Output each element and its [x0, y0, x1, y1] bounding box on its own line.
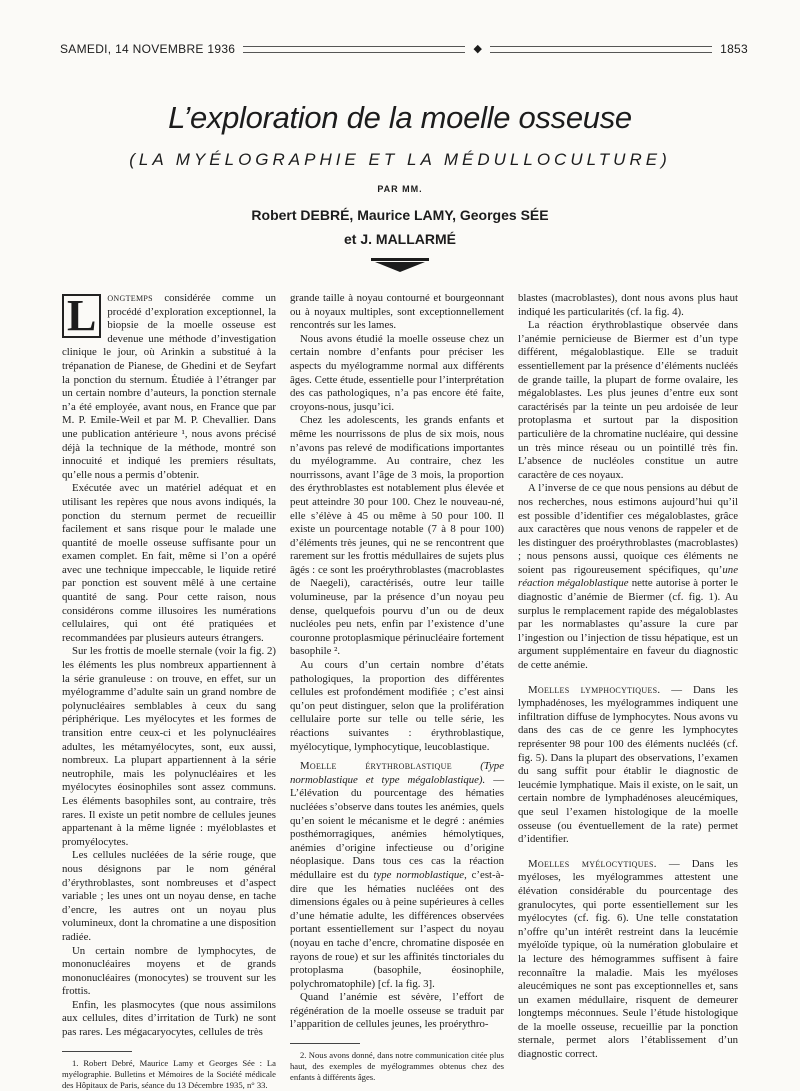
section-head: Moelles myélocytiques. [528, 857, 657, 870]
paragraph-text: considérée comme un procédé d’exploration exceptionnel, la biopsie de la moelle osseuse est devenue une méthode d’investigation clinique le jour, où Arinkin a substitué à la trépanation de Pianese, de Ghedini et de Seyfart la ponction du sternum. Étudiée à l’étranger par un certain nombre d’auteurs, la ponction sternale n’a été employée, avant nous, en France que par M. P. Emile-Weil et par M. P. Chevallier. Dans une publication antérieure ¹, nous avons précisé déjà la technique de la méthode, montré son innocuité et indiqué les premiers résultats, qu’elle nous a permis d’obtenir. [62, 292, 276, 481]
footnote [62, 1058, 276, 1091]
paragraph: La réaction érythroblastique observée dans l’anémie pernicieuse de Biermer est d’un type différent, mégaloblastique. Elle se traduit essentiellement par la présence d’éléments nucléés de grande taille, la plupart de forme ovalaire, les mégaloblastes. Les plus jeunes d’entre eux sont caractérisés par la teinte un peu ardoisée de leur protoplasma et surtout par la disposition particulière de la chromatine nucléaire, qui dessine un très mince réseau ou un pointillé très fin. L’absence de nucléoles constitue un autre caractère de ces noyaux. [518, 319, 738, 481]
diamond-ornament-icon: ◆ [473, 42, 482, 55]
lead-in: ongtemps [107, 292, 153, 304]
paragraph: Les cellules nucléées de la série rouge, que nous désignons par le nom général d’érythroblastes, sont nombreuses et d’aspect variable ; les unes ont un noyau dense, en tache d’encre, les autres ont un noyau plus volumineux, dont la chromatine a une disposition radiée. [62, 849, 276, 943]
paragraph: Enfin, les plasmocytes (que nous assimilons aux cellules, dites d’irritation de Turk) ne sont pas rares. Les mégacaryocytes, cellules de très [62, 998, 276, 1039]
paragraph: Exécutée avec un matériel adéquat et en utilisant les repères que nous avons indiqués, la ponction du sternum permet de recueillir facilement et sans risque pour le malade une quantité de moelle osseuse suffisante pour un examen complet. En fait, même si l’on a opéré avec une technique impeccable, le liquide retiré par ponction est souvent mêlé à une certaine quantité de sang. Pour cette raison, nous considérons comme illusoires les numérations cellulaires, qui ont été pratiquées et recommandées par plusieurs auteurs étrangers. [62, 482, 276, 644]
paragraph [290, 760, 504, 991]
paragraph: Sur les frottis de moelle sternale (voir la fig. 2) les éléments les plus nombreux appartiennent à la série granuleuse : on trouve, en effet, sur un myélogramme d’adulte sain un grand nombre de polynucléaires semblables à ceux du sang périphérique. Les myélocytes et les formes de transition entre ceux-ci et les polynucléaires adultes, les métamyélocytes, sont, eux aussi, nombreux. La plupart appartiennent à la série neutrophile, mais les polynucléaires et les myélocytes éosinophiles sont assez communs. Les éléments basophiles sont, au contraire, très rares. Il existe un petit nombre de cellules jeunes appartenant à la même lignée : myéloblastes et promyélocytes. [62, 645, 276, 848]
paragraph: Quand l’anémie est sévère, l’effort de régénération de la moelle osseuse se traduit par l’apparition de cellules jeunes, les proérythro- [290, 991, 504, 1031]
text-column-1 [62, 292, 276, 1091]
paragraph-text: , c’est-à-dire que les hématies nucléées ont des dimensions égales ou à peine supérieures à celles d’une hématie adulte, les différences observées portant essentiellement sur l’aspect du noyau (noyau en tache d’encre, chromatine disposée en rayons de roue) et sur les affinités tinctoriales du protoplasma (basophile, éosinophile, polychromatophile) [cf. la fig. 3]. [290, 868, 504, 990]
paragraph: Nous avons étudié la moelle osseuse chez un certain nombre d’enfants pour préciser les aspects du myélogramme normal aux différents âges. Cette étude, essentielle pour l’interprétation des cas pathologiques, n’a pas encore été faite, croyons-nous, jusqu’ici. [290, 332, 504, 413]
header-rule-left [243, 46, 465, 53]
paragraph [62, 292, 276, 482]
section-qualifier: (Type normoblastique et type mégaloblastique). [290, 760, 504, 786]
paragraph: grande taille à noyau contourné et bourgeonnant ou à noyaux multiples, sont exceptionnellement rencontrés sur les lames. [290, 292, 504, 332]
footnote-text: 1. Robert Debré, Maurice Lamy et Georges Sée : La myélographie. Bulletins et Mémoires de la Société médicale des Hôpitaux de Paris, séance du 13 Décembre 1935, n° 33. [62, 1057, 276, 1090]
emphasis: une réaction mégaloblastique [518, 563, 738, 590]
section-head: Moelle érythroblastique [300, 760, 452, 773]
paragraph [518, 482, 738, 672]
byline-label: PAR MM. [377, 184, 423, 194]
authors-line-1: Robert DEBRÉ, Maurice LAMY, Georges SÉE [251, 207, 549, 223]
paragraph-text: A l’inverse de ce que nous pensions au début de nos recherches, nous estimons aujourd’hui qu’il est possible d’identifier ces mégaloblastes, grâce aux caractères que nous venons de rappeler et de les distinguer des proérythroblastes (macroblastes) ; nous pensons aussi, quoique ces éléments ne soient pas rigoureusement spécifiques, qu’ [518, 482, 738, 576]
text-column-2 [290, 292, 504, 1083]
paragraph: Au cours d’un certain nombre d’états pathologiques, la proportion des différentes cellules est profondément modifiée ; c’est ainsi qu’on peut distinguer, selon que la prolifération cellulaire porte sur telle ou telle série, les réactions suivantes : érythroblastique, myélocytique, lymphocytique, leucoblastique. [290, 659, 504, 753]
footnote [290, 1050, 504, 1083]
issue-date: SAMEDI, 14 NOVEMBRE 1936 [60, 42, 236, 56]
article-title: L’exploration de la moelle osseuse [168, 100, 632, 135]
emphasis: type normoblastique [373, 868, 465, 881]
header-rule-right [490, 46, 712, 53]
paragraph-text: — Dans les lymphadénoses, les myélogrammes indiquent une infiltration diffuse de lymphocytes. Nous avons vu dans des cas de ce genre les lymphocytes représenter 98 pour 100 des éléments nucléés (cf. fig. 5). Dans la plupart des observations, l’examen du sang suffit pour établir le diagnostic de leucémie lymphatique. Mais il existe, on le sait, un certain nombre de lymphadénoses aleucémiques, que seul l’examen histologique de la moelle osseuse (ou éventuellement de la rate) permet d’identifier. [518, 683, 738, 846]
page-number: 1853 [720, 42, 749, 56]
section-head: Moelles lymphocytiques. [528, 683, 661, 696]
running-header [60, 41, 748, 57]
paragraph: Un certain nombre de lymphocytes, de mononucléaires moyens et de grands mononucléaires (monocytes) se trouvent sur les frottis. [62, 944, 276, 998]
paragraph [518, 684, 738, 847]
authors-line-2: et J. MALLARMÉ [344, 231, 456, 247]
paragraph: blastes (macroblastes), dont nous avons plus haut indiqué les particularités (cf. la fig. 4). [518, 292, 738, 318]
paragraph-text: nette autorise à porter le diagnostic d’anémie de Biermer (cf. fig. 1). Au surplus le remplacement rapide des mégaloblastes par les normablastes qu’assure la cure par l’ingestion ou l’injection de tissu hépatique, est un argument supplémentaire en faveur du diagnostic de cette anémie. [518, 577, 738, 672]
paragraph-text: — L’élévation du pourcentage des hématies nucléées s’observe dans toutes les anémies, quels qu’en soient le mécanisme et le degré : anémies posthémorragiques, anémies hémolytiques, anémies d’origine infectieuse ou d’origine néoplasique. Dans tous ces cas la réaction médullaire est du [290, 773, 504, 881]
paragraph [518, 858, 738, 1062]
authors [0, 203, 800, 251]
footnote-text: 2. Nous avons donné, dans notre communication citée plus haut, des exemples de myélogrammes obtenus chez des enfants à différents âges. [290, 1050, 504, 1083]
paragraph: Chez les adolescents, les grands enfants et même les nourrissons de plus de six mois, nous n’avons pas relevé de modifications importantes du myélogramme. Au contraire, chez les nourrissons, avant l’âge de 3 mois, la proportion des érythroblastes est notablement plus élevée et peut atteindre 30 pour 100. Chez le nouveau-né, elle s’élève à 45 ou même à 50 pour 100. Il existe un pourcentage notable (7 à 8 pour 100) d’éléments très jeunes, qui ne se rencontrent que rarement sur les frottis médullaires de sujets plus âgés : ce sont les proérythroblastes (macroblastes de Naegeli), caractérisés, outre leur taille volumineuse, par la présence d’un noyau peu dense, quelquefois pourvu d’un ou de deux nucléoles peu nets, enfin par l’existence d’une couronne protoplasmique périnucléaire fortement basophile ². [290, 414, 504, 658]
drop-cap: L [62, 294, 101, 338]
chevron-down-ornament-icon [371, 258, 429, 272]
paragraph-text: — Dans les myéloses, les myélogrammes attestent une élévation considérable du pourcentage des granulocytes, qui porte essentiellement sur les myélocytes (cf. fig. 6). Une telle constatation n’offre qu’un intérêt restreint dans la leucémie myéloïde typique, où la numération globulaire et la lecture des hémogrammes suffisent à faire reconnaître la maladie. Mais les myéloses aleucémiques ne sont pas exceptionnelles et, sans un examen médullaire, risquent de demeurer longtemps méconnues. Seule l’étude histologique de la moelle osseuse, recueillie par la ponction sternale, permet alors l’établissement d’un diagnostic correct. [518, 857, 739, 1061]
article-subtitle: (LA MYÉLOGRAPHIE ET LA MÉDULLOCULTURE) [129, 150, 671, 169]
text-column-3 [518, 292, 738, 1062]
